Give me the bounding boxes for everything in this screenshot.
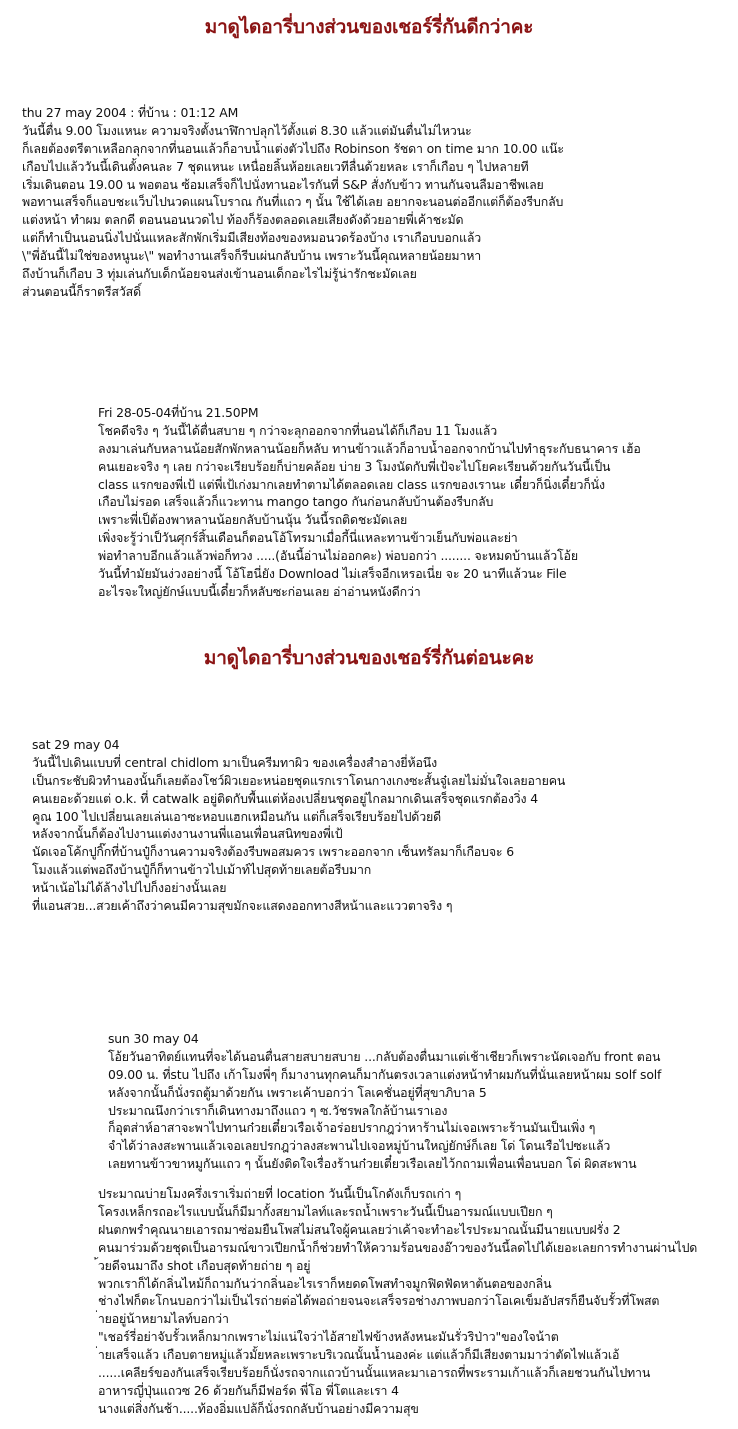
entry-line: ถึงบ้านก็เกือบ 3 ทุ่มเล่นกับเด็กน้อยจนส่งเข้านอนเด็กอะไรไม่รู้น่ารักชะมัดเลย — [22, 266, 417, 282]
entry-line: หลังจากนั้นก็นั่งรถตู้มาด้วยกัน เพราะเค้าบอกว่า โลเคชั่นอยู่ที่สุขาภิบาล 5 — [108, 1084, 487, 1100]
entry-date: Fri 28-05-04ที่บ้าน 21.50PM — [98, 405, 259, 420]
entry-line: อาหารญี่ปุ่นแถวซ 26 ด้วยกันก็มีฟอร์ด พี่โอ พี่โตและเรา 4 — [98, 1382, 399, 1398]
diary-entry-thu-27-may — [22, 104, 564, 301]
entry-line: ที่แอนสวย...สวยเค้าถึงว่าคนมีความสุขมักจะแสดงออกทางสีหน้าและแววตาจริง ๆ — [32, 898, 453, 914]
entry-line: แต่งหน้า ทำผม ตลกดี ตอนนอนนวดไป ท้องก็ร้องตลอดเลยเสียงดังด้วยอายพี่เค้าชะมัด — [22, 212, 464, 228]
entry-line: ช่างไฟก็ตะโกนบอกว่าไม่เป็นไรถ่ายต่อได้พอถ่ายจนจะเสร็จรอช่างภาพบอกว่าโอเคเข็มอัปสรก็ยืนจับรั้วที่โพสต — [98, 1293, 660, 1309]
entry-line: ก็เลยต้องตรีตาเหลือกลุกจากที่นอนแล้วก็อาบน้ำแต่งตัวไปถึง Robinson รัชดา on time มาก 10.00 แน๊ะ — [22, 140, 564, 156]
entry-line: ่ายเสร็จแล้ว เกือบตายหมู่แล้วมั้ยหละเพราะบริเวณนั้นน้ำนองค่ะ แต่แล้วก็มีเสียงตามมาว่าตัดไฟแล้วเอ้ — [98, 1347, 620, 1363]
entry-line: โชคดีจริง ๆ วันนี้ได้ตื่นสบาย ๆ กว่าจะลุกออกจากที่นอนได้ก็เกือบ 11 โมงแล้ว — [98, 422, 498, 438]
entry-line: นางแต่สิ่งกันช้า.....ท้องอิ่มแปล้ก็นั่งรถกลับบ้านอย่างมีความสุข — [98, 1400, 419, 1416]
entry-body-part-2 — [98, 1185, 697, 1418]
entry-line: วันนี้ไปเดินแบบที่ central chidlom มาเป็นครีมทาผิว ของเครื่องสำอางยี่ห้อนึง — [32, 754, 438, 770]
entry-date: sat 29 may 04 — [32, 737, 120, 752]
entry-line: เลยทานข้าวขาหมูกันแถว ๆ นั้นยังติดใจเรื่องร้านก๋วยเตี๋ยวเรือเลยไว้กถามเพื่อนเพื่อนบอก โด่ ผิดสะพาน — [108, 1156, 637, 1172]
entry-line: หน้าเน้อไม่ได้ล้างไปไปก็งอย่างนั้นเลย — [32, 880, 227, 896]
entry-line: แต่ก็ทำเป็นนอนนิ่งไปนั่นแหละสักพักเริ่มมีเสียงท้องของหมอนวดร้องบ้าง เราเกือบบอกแล้ว — [22, 230, 482, 246]
entry-date: sun 30 may 04 — [108, 1031, 199, 1046]
entry-line: คนเยอะด้วยแต่ o.k. ที่ catwalk อยู่ติดกับพื้นแต่ห้องเปลี่ยนชุดอยู่ไกลมากเดินเสร็จชุดแรกต้องวิ่ง 4 — [32, 790, 538, 806]
entry-body — [22, 122, 564, 301]
entry-line: คูณ 100 ไปเปลี่ยนเลยเล่นเอาซะหอบแฮกเหมือนกัน แต่ก็เสร็จเรียบร้อยไปด้วยดี — [32, 808, 442, 824]
entry-line: หลังจากนั้นก็ต้องไปงานแต่งงานงานพี่แอนเพื่อนสนิทของพี่เป้ — [32, 826, 343, 842]
entry-line: เกือบไม่รอด เสร็จแล้วก็แวะทาน mango tango กันก่อนกลับบ้านต้องรีบกลับ — [98, 494, 494, 510]
diary-entry-sun-30-may — [98, 1030, 698, 1418]
diary-entry-sat-29-may — [32, 736, 565, 915]
entry-line: เพิ่งจะรู้ว่าเป็วันศุกร์สิ้นเดือนก็ตอนโอ้โทรมาเมื่อกี้นี่แหละทานข้าวเย็นกับพ่อและย่า — [98, 530, 518, 546]
entry-body — [98, 422, 641, 601]
entry-line: พอทานเสร็จก็แอบชะแว็บไปนวดแผนโบราณ กันที่แถว ๆ นั้น ใช้ได้เลย อยากจะนอนต่ออีกแต่ก็ต้องรีบกลับ — [22, 194, 564, 210]
entry-line: ฝนตกพรำคุณนายเอารถมาซ่อมยืนโพสไม่สนใจผู้คนเลยว่าเค้าจะทำอะไรประมาณนั้นมีนายแบบฝรั่ง 2 — [98, 1221, 621, 1237]
entry-line: วันนี้ตื่น 9.00 โมงแหนะ ความจริงตั้งนาฬิกาปลุกไว้ตั้งแต่ 8.30 แล้วแต่มันตื่นไม่ไหวนะ — [22, 122, 472, 138]
entry-line: วันนี้ทำมัยมันง่วงอย่างนี้ โอ้โฮนี่ยัง Download ไม่เสร็จอีกเหรอเนี่ย จะ 20 นาทีแล้วนะ File — [98, 566, 567, 582]
entry-line: เริ่มเดินตอน 19.00 น พอตอน ซ้อมเสร็จก็ไปนั่งทานอะไรกันที่ S&P สั่งกับข้าว ทานกันจนลืมอาชีพเลย — [22, 176, 544, 192]
entry-line: ประมาณบ่ายโมงครึ่งเราเริ่มถ่ายที่ location วันนี้เป็นโกดังเก็บรถเก่า ๆ — [98, 1186, 462, 1202]
diary-heading-1: มาดูไดอารี่บางส่วนของเชอร์รี่กันดีกว่าคะ — [204, 16, 534, 38]
entry-line: เพราะพี่เป็ต้องพาหลานน้อยกลับบ้านนุ้น วันนี้รถติดชะมัดเลย — [98, 512, 408, 528]
entry-line: คนมาร่วมด้วยชุดเป็นอารมณ์ขาวเปียกน้ำก็ช่วยทำให้ความร้อนของอ๊าวของวันนี้ลดไปได้เยอะเลยการทำงานผ่านไปด — [98, 1239, 698, 1255]
diary-entry-fri-28-may — [98, 404, 641, 601]
entry-line: คนเยอะจริง ๆ เลย กว่าจะเรียบร้อยก็บ่ายคล้อย บ่าย 3 โมงนัดกับพี่เป้จะไปโยคะเรียนด้วยกันวันนี้เป็น — [98, 458, 611, 474]
entry-line: นัดเจอโค้กปูกิ๊กที่บ้านปู๋ก็งานความจริงต้องรีบพอสมควร เพราะออกจาก เซ็นทรัลมาก็เกือบจะ 6 — [32, 844, 514, 860]
entry-line: อะไรจะใหญ่ยักษ์แบบนี้เดี๋ยวก็หลับซะก่อนเลย อ่าอ่านหนังดีกว่า — [98, 583, 421, 599]
entry-line: ้วยดีจนมาถึง shot เกือบสุดท้ายถ่าย ๆ อยู่ — [98, 1257, 311, 1273]
diary-heading-2: มาดูไดอารี่บางส่วนของเชอร์รี่กันต่อนะคะ — [203, 647, 535, 669]
entry-line: จำได้ว่าลงสะพานแล้วเจอเลยปรกฎว่าลงสะพานไปเจอหมู่บ้านใหญ่ยักษ์ก็เลย โด่ โดนเรือไปซะแล้ว — [108, 1138, 611, 1154]
paragraph-gap — [108, 1173, 697, 1185]
entry-date: thu 27 may 2004 : ที่บ้าน : 01:12 AM — [22, 105, 239, 120]
entry-line: ประมาณนึงกว่าเราก็เดินทางมาถึงแถว ๆ ซ.วัชรพลใกล้บ้านเราเอง — [108, 1102, 448, 1118]
entry-line: ส่วนตอนนี้ก็ราตรีสวัสดิ์ — [22, 283, 141, 299]
entry-line: โมงแล้วแต่พอถึงบ้านปู๋ก็ก็ทานข้าวไปเม้าท์ไปสุดท้ายเลยต้อรีบมาก — [32, 862, 372, 878]
entry-line: โครงเหล็กรถอะไรแบบนั้นก็มีมากั้งสยามไลท์และรถน้ำเพราะวันนี้เป็นอารมณ์แบบเปียก ๆ — [98, 1204, 553, 1220]
entry-line: ก็อุตส่าห์อาสาจะพาไปทานก๋วยเตี๋ยวเรือเจ้าอร่อยปรากฎว่าหาร้านไม่เจอเพราะร้านมันเป็นเพิ่ง ๆ — [108, 1120, 596, 1136]
entry-line: พวกเราก็ได้กลิ่นไหม้ก็ถามกันว่ากลิ่นอะไรเราก็หยดดโพสทำจมูกฟิดฟัดหาต้นตอของกลิ่น — [98, 1275, 552, 1291]
entry-line: class แรกของพี่เป้ แต่พี่เป้เก่งมากเลยทำตามได้ตลอดเลย class แรกของเรานะ เดี๋ยวก็นิ่งเดี๋ยวก็นั่ง — [98, 476, 605, 492]
entry-line: "เชอร์รี่อย่าจับรั้วเหล็กมากเพราะไม่แน่ใจว่าไอ้สายไฟข้างหลังหนะมันรั่วริป่าว"ของใจน้าต — [98, 1329, 559, 1345]
entry-line: 09.00 น. ที่stu ไปถึง เก้าโมงพี่ๆ ก็มางานทุกคนก็มากันตรงเวลาแต่งหน้าทำผมกันที่นั่นเลยหน้าผม solf solf — [108, 1066, 662, 1082]
entry-body — [32, 754, 565, 915]
entry-line: เกือบไปแล้ววันนี้เดินตั้งคนละ 7 ชุดแหนะ เหนื่อยลิ้นห้อยเลยเวทีลื่นด้วยหละ เราก็เกือบ ๆ ไปหลายที — [22, 158, 529, 174]
entry-line: \"พี่อันนี้ไม่ใช่ของหนูนะ\" พอทำงานเสร็จก็รีบเผ่นกลับบ้าน เพราะวันนี้คุณหลายน้อยมาหา — [22, 248, 482, 264]
entry-line: ่ายอยู่น้าหยามไลท์บอกว่า — [98, 1311, 229, 1327]
entry-line: ......เคลียร์ของกันเสร็จเรียบร้อยก็นั่งรถจากแถวบ้านนั้นแหละมาเอารถที่พระรามเก้าแล้วก็เลยชวนกันไปทาน — [98, 1365, 651, 1381]
entry-line: ลงมาเล่นกับหลานน้อยสักพักหลานน้อยก็หลับ ทานข้าวแล้วก็อาบน้ำออกจากบ้านไปทำธุระกับธนาคาร เฮ้อ — [98, 440, 641, 456]
entry-body-part-1 — [108, 1048, 697, 1173]
entry-line: พ่อทำลาบอีกแล้วแล้วพ่อก็ทวง .....(อันนี้อ่านไม่ออกคะ) พ่อบอกว่า ........ จะหมดบ้านแล้วโอ้ย — [98, 548, 578, 564]
entry-line: เป็นกระชับผิวทำนองนั้นก็เลยต้องโชว์ผิวเยอะหน่อยชุดแรกเราโดนกางเกงซะสั้นจู๋เลยไม่มั่นใจเลยอายคน — [32, 772, 566, 788]
entry-line: โอ้ยวันอาทิตย์แทนที่จะได้นอนตื่นสายสบายสบาย ...กลับต้องตื่นมาแต่เช้าเชียวก็เพราะนัดเจอกับ front ตอน — [108, 1048, 661, 1064]
